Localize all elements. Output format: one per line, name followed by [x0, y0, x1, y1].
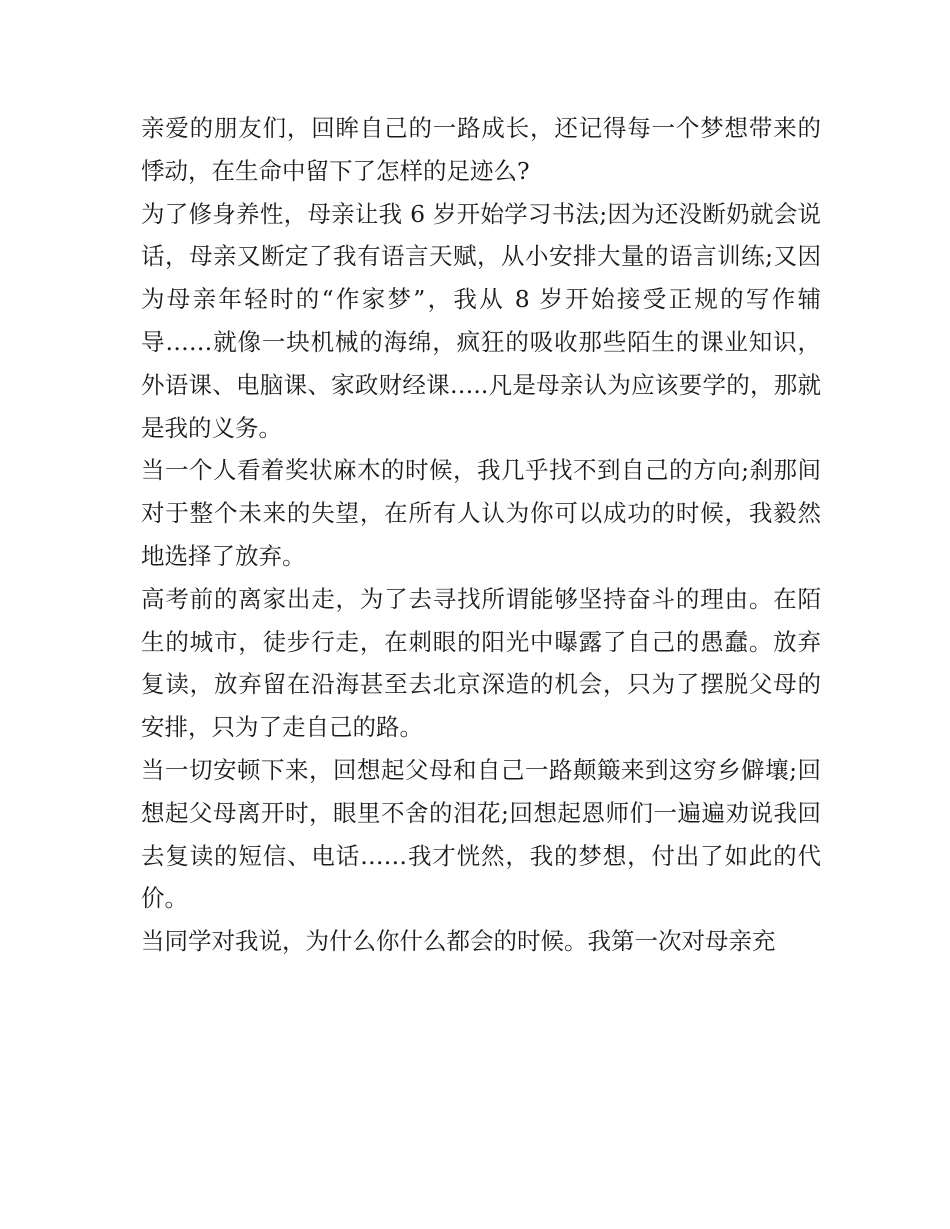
- paragraph-1: 亲爱的朋友们，回眸自己的一路成长，还记得每一个梦想带来的悸动，在生命中留下了怎样的足迹么?: [141, 114, 821, 185]
- paragraph-2: 为了修身养性，母亲让我 6 岁开始学习书法;因为还没断奶就会说话，母亲又断定了我有语言天赋，从小安排大量的语言训练;又因为母亲年轻时的“作家梦”，我从 8 岁开始接受正规的写作辅导……就像一块机械的海绵，疯狂的吸收那些陌生的课业知识，外语课、电脑课、家政财经课…..凡是母亲认为应该要学的，那就是我的义务。: [141, 199, 821, 442]
- paragraph-3: 当一个人看着奖状麻木的时候，我几乎找不到自己的方向;刹那间对于整个未来的失望，在所有人认为你可以成功的时候，我毅然地选择了放弃。: [141, 456, 821, 570]
- paragraph-6: 当同学对我说，为什么你什么都会的时候。我第一次对母亲充: [141, 927, 776, 956]
- paragraph-4: 高考前的离家出走，为了去寻找所谓能够坚持奋斗的理由。在陌生的城市，徒步行走，在刺眼的阳光中曝露了自己的愚蠢。放弃复读，放弃留在沿海甚至去北京深造的机会，只为了摆脱父母的安排，只为了走自己的路。: [141, 584, 821, 742]
- paragraph-5: 当一切安顿下来，回想起父母和自己一路颠簸来到这穷乡僻壤;回想起父母离开时，眼里不舍的泪花;回想起恩师们一遍遍劝说我回去复读的短信、电话……我才恍然，我的梦想，付出了如此的代价。: [141, 755, 821, 913]
- document-body: [141, 107, 821, 963]
